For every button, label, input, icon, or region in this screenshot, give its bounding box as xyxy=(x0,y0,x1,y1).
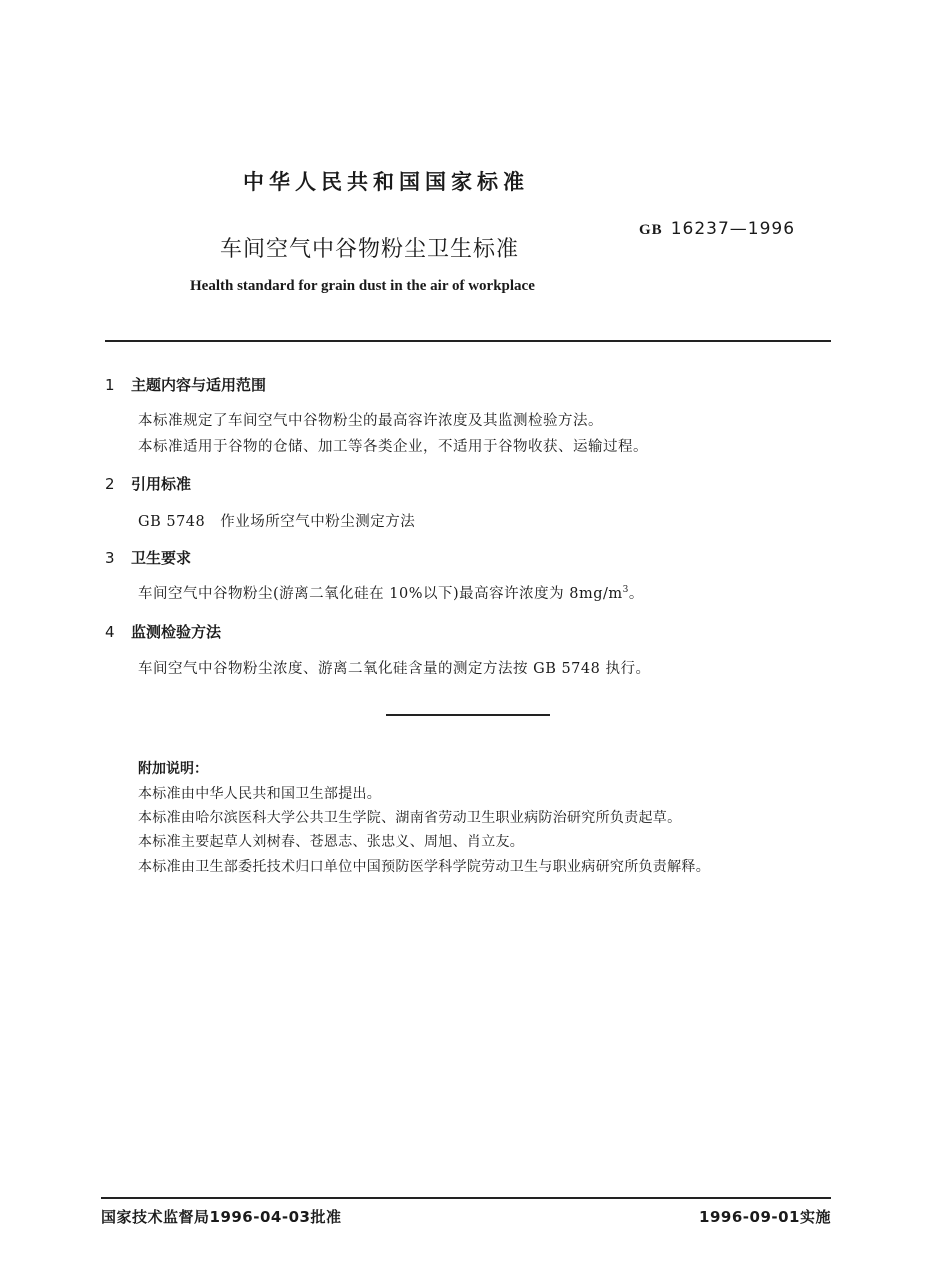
footer-divider xyxy=(101,1197,831,1199)
section-2-heading xyxy=(105,473,191,494)
section-end-divider xyxy=(386,714,550,716)
requirement-text: 车间空气中谷物粉尘(游离二氧化硅在 10%以下)最高容许浓度为 8mg/m xyxy=(138,586,623,602)
note-item-2: 本标准由哈尔滨医科大学公共卫生学院、湖南省劳动卫生职业病防治研究所负责起草。 xyxy=(138,810,682,826)
section-number: 3 xyxy=(105,549,115,567)
section-title: 主题内容与适用范围 xyxy=(131,376,267,394)
effective-date: 1996-09-01实施 xyxy=(699,1208,831,1226)
standard-code xyxy=(639,219,795,239)
section-1-paragraph-1: 本标准规定了车间空气中谷物粉尘的最高容许浓度及其监测检验方法。 xyxy=(138,413,603,429)
superscript-3: 3 xyxy=(622,585,629,596)
section-number: 2 xyxy=(105,475,115,493)
requirement-suffix: 。 xyxy=(628,586,644,602)
notes-heading: 附加说明： xyxy=(138,761,208,777)
section-4-heading xyxy=(105,621,221,642)
section-3-heading xyxy=(105,547,191,568)
document-title-en: Health standard for grain dust in the air of workplace xyxy=(190,278,535,294)
standard-code-number: 16237—1996 xyxy=(670,219,796,239)
header-divider xyxy=(105,340,831,342)
section-title: 卫生要求 xyxy=(131,549,192,567)
section-title: 引用标准 xyxy=(131,475,192,493)
section-number: 4 xyxy=(105,623,115,641)
section-2-paragraph-1: GB 5748 作业场所空气中粉尘测定方法 xyxy=(138,514,416,530)
note-item-4: 本标准由卫生部委托技术归口单位中国预防医学科学院劳动卫生与职业病研究所负责解释。 xyxy=(138,859,710,875)
section-1-paragraph-2: 本标准适用于谷物的仓储、加工等各类企业，不适用于谷物收获、运输过程。 xyxy=(138,439,648,455)
section-number: 1 xyxy=(105,376,115,394)
document-title-cn: 车间空气中谷物粉尘卫生标准 xyxy=(220,237,520,262)
standard-code-prefix: GB xyxy=(639,222,663,238)
section-4-paragraph-1: 车间空气中谷物粉尘浓度、游离二氧化硅含量的测定方法按 GB 5748 执行。 xyxy=(138,661,651,677)
approval-date: 国家技术监督局1996-04-03批准 xyxy=(101,1208,342,1226)
section-1-heading xyxy=(105,374,266,395)
note-item-3: 本标准主要起草人刘树春、苍恩志、张忠义、周旭、肖立友。 xyxy=(138,834,525,850)
national-standard-heading: 中华人民共和国国家标准 xyxy=(243,170,529,194)
note-item-1: 本标准由中华人民共和国卫生部提出。 xyxy=(138,786,382,802)
section-title: 监测检验方法 xyxy=(131,623,222,641)
section-3-paragraph-1 xyxy=(138,582,644,603)
